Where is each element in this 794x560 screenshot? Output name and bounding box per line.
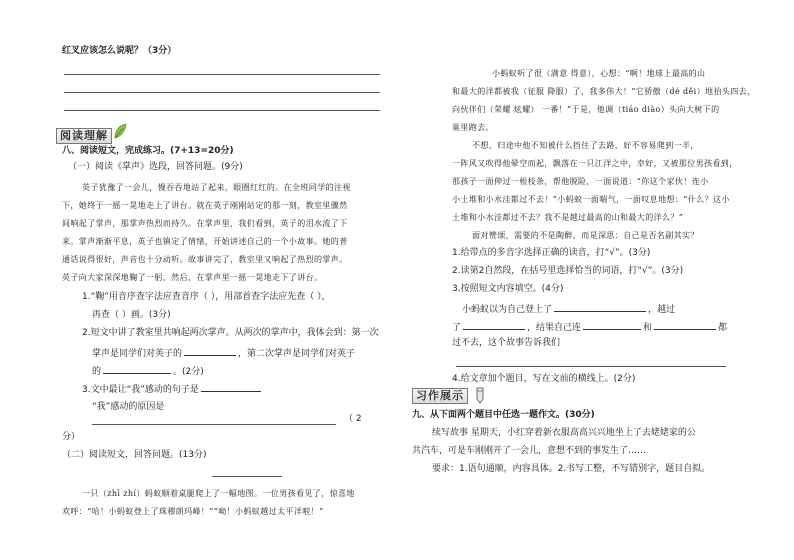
right-q3-line2 bbox=[452, 320, 727, 334]
q2-line2-part-a: 掌声是同学们对英子的 bbox=[92, 349, 183, 359]
passage2-cont-line: 不想，归途中他不知被什么挡住了去路，好不容易爬到一半， bbox=[472, 141, 699, 150]
right-q3-line2-c: 和 bbox=[643, 323, 653, 333]
section-badge-writing: 习作展示 bbox=[412, 388, 468, 404]
passage1-line: 间响起了掌声，那掌声热烈而持久。在掌声里，我们看到，英子的泪水流了下 bbox=[62, 219, 348, 228]
section-badge-reading: 阅读理解 bbox=[56, 128, 112, 144]
passage2-cont-line: 向伙伴们（荣耀 炫耀） 一番！”于是，他调（tiáo diào）头向大树下的 bbox=[452, 105, 720, 114]
passage2-cont-line: 一阵风又吹得他晕空而起，飘落在一只江洋之中，幸好，又被那位男孩看到， bbox=[452, 159, 738, 168]
passage2-cont-line: 小蚂蚁听了很（满意 得意），心想：“啊！地球上最高的山 bbox=[492, 69, 706, 78]
passage1-line: 来。掌声渐渐平息，英子也镇定了情绪，开始讲述自己的一个小故事。她的普 bbox=[62, 237, 348, 246]
passage2-line: 一只（zhī zhí）蚂蚁顺着桌腿爬上了一幅地图。一位男孩看见了，惊喜地 bbox=[82, 489, 355, 498]
right-q3-line1 bbox=[462, 302, 675, 316]
right-q3-line1-a: 小蚂蚁以为自己登上了 bbox=[462, 305, 553, 315]
q2-line2 bbox=[92, 346, 355, 360]
section8-title: 八、阅读短文，完成练习。(7+13=20分) bbox=[62, 146, 234, 156]
q1-line1: 1.“鞠”用音序查字法应查音序（ ），用部首查字法应先查（ ）， bbox=[82, 292, 331, 302]
pencil-icon bbox=[474, 386, 486, 404]
q7-tail: 红叉应该怎么说呢？（3分） bbox=[62, 46, 177, 56]
passage2-line: 欢呼：“哈！小蚂蚁登上了珠穆朗玛峰！”“呦！小蚂蚁越过太平洋啦！” bbox=[62, 507, 324, 516]
right-q3-line2-b: ，结果自己连 bbox=[527, 323, 582, 333]
passage2-cont-line: 面对赞颂，需要的不是陶醉，而是深思：自己是否名副其实？ bbox=[472, 231, 699, 240]
q3-score-b: 分） bbox=[62, 432, 81, 442]
q3-line1 bbox=[82, 382, 263, 396]
essay-prompt-line1: 续写故事 星期天，小红穿着新衣服高高兴兴地坐上了去姥姥家的公 bbox=[432, 428, 696, 438]
section9-title: 九、从下面两个题目中任选一题作文。(30分) bbox=[412, 410, 595, 420]
q3-line2 bbox=[92, 402, 164, 413]
passage1-line: 下，她终于一摇一晃地走上了讲台。就在英子刚刚站定的那一刻，教室里骤然 bbox=[62, 201, 348, 210]
right-q3-blank-4[interactable] bbox=[654, 320, 716, 330]
answer-line-3[interactable] bbox=[64, 110, 380, 111]
q3-answer-line[interactable] bbox=[92, 424, 336, 425]
part1-title: （一）阅读《掌声》选段，回答问题。(9分) bbox=[68, 162, 243, 172]
right-q3-blank-3[interactable] bbox=[583, 320, 641, 330]
left-column bbox=[62, 0, 380, 560]
right-q3: 3.按照短文内容填空。(4分) bbox=[452, 284, 564, 294]
q2-line3-part-a: 的 bbox=[92, 367, 102, 377]
passage1-line: 英子犹豫了一会儿，慢吞吞地站了起来，眼圈红红的。在全班同学的注视 bbox=[82, 183, 351, 192]
passage1-line: 通话说得很好，声音也十分动听。故事讲完了，教室里又响起了热烈的掌声。 bbox=[62, 255, 348, 264]
q2-blank-1[interactable] bbox=[184, 346, 236, 356]
q3-line2-label: “我”感动的原因是 bbox=[92, 402, 165, 412]
passage1-line: 英子向大家深深地鞠了一躬，然后，在掌声里一摇一晃地走下了讲台。 bbox=[62, 273, 323, 282]
q1-line2: 再查（ ）画。(3分) bbox=[92, 310, 171, 320]
right-q2: 2.读第2自然段，在括号里选择恰当的词语，打“√”。(3分) bbox=[452, 266, 684, 276]
passage2-cont-line: 小土堆和小水洼都过不去！”小蚂蚁一面喘气，一面叹息地想：“什么？这小 bbox=[452, 195, 730, 204]
q2-blank-2[interactable] bbox=[103, 364, 171, 374]
q2-line3-part-b: 。(2分) bbox=[173, 367, 204, 377]
right-q3-line1-b: ，越过 bbox=[648, 305, 676, 315]
title-blank-line[interactable] bbox=[212, 476, 282, 477]
q2-line2-part-b: ，第二次掌声是同学们对英子 bbox=[238, 349, 356, 359]
right-q3-blank-1[interactable] bbox=[554, 302, 646, 312]
right-q3-answer-line[interactable] bbox=[456, 366, 726, 367]
right-q3-blank-2[interactable] bbox=[463, 320, 525, 330]
answer-line-2[interactable] bbox=[64, 92, 380, 93]
essay-prompt-line2: 共汽车，可是车刚刚开了一会儿，意想不到的事发生了…… bbox=[412, 446, 647, 456]
part2-title: （二）阅读短文，回答问题。(13分) bbox=[62, 450, 207, 460]
leaf-icon bbox=[112, 122, 128, 140]
q3-line1-label: 3.文中最让“我”感动的句子是 bbox=[82, 385, 199, 395]
right-q4: 4.给文章加个题目，写在文前的横线上。(2分) bbox=[452, 374, 636, 384]
q2-line1: 2.短文中讲了教室里共响起两次掌声。从两次的掌声中，我体会到：第一次 bbox=[82, 328, 379, 338]
essay-requirements: 要求：1.语句通顺，内容具体。2.书写工整，不写错别字，题目自拟。 bbox=[432, 464, 711, 474]
right-q1: 1.给带点的多音字选择正确的读音，打“√”。(3分) bbox=[452, 248, 651, 258]
answer-line-1[interactable] bbox=[64, 74, 380, 75]
q3-blank-1[interactable] bbox=[201, 382, 261, 392]
right-q3-line2-a: 了 bbox=[452, 323, 462, 333]
q2-line3 bbox=[92, 364, 204, 378]
q3-score-a: （ 2 bbox=[344, 414, 362, 424]
passage2-cont-line: 那孩子一面伸过一根枝条，帮他脱险，一面说道：“你这个家伙！连小 bbox=[452, 177, 709, 186]
passage2-cont-line: 和最大的洋都被我（征服 降服）了，我多伟大！”它骄傲（dé děi）地抬头四去， bbox=[452, 87, 756, 96]
passage2-cont-line: 巢里跑去。 bbox=[452, 123, 494, 132]
right-q3-line2-d: 都 bbox=[718, 323, 728, 333]
passage2-cont-line: 土堆和小水洼都过不去？我不是越过最高的山和最大的洋么？” bbox=[452, 213, 684, 222]
right-q3-line3: 过不去，这个故事告诉我们 bbox=[452, 338, 561, 348]
right-column bbox=[412, 0, 756, 560]
